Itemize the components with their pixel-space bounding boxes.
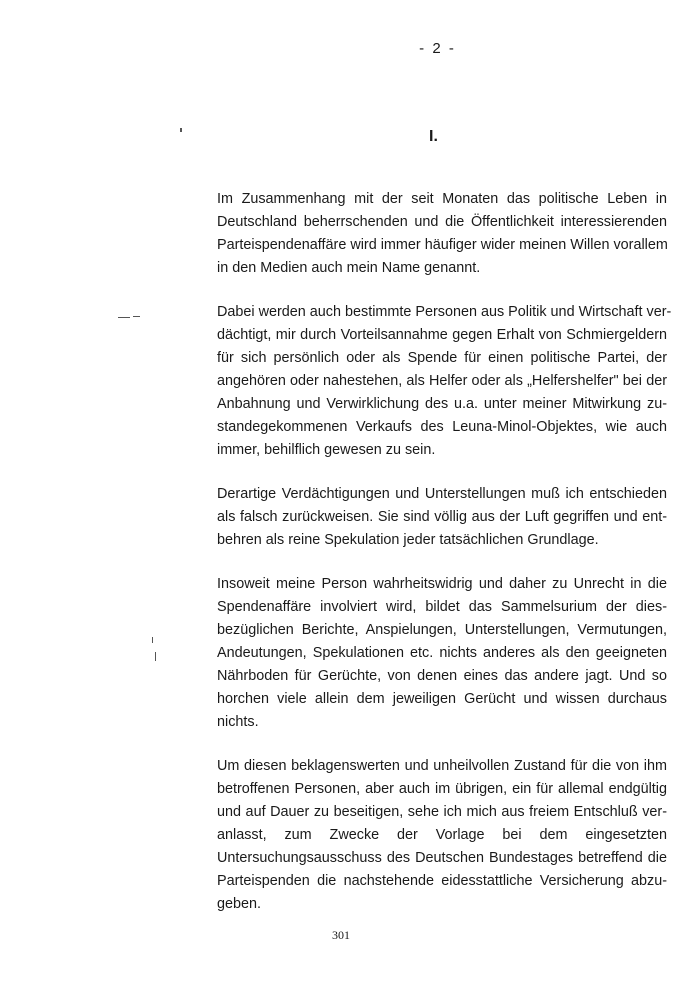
text-line: Im Zusammenhang mit der seit Monaten das politische Leben in <box>217 191 667 207</box>
text-line: horchen viele allein dem jeweiligen Gerücht und wissen durchaus <box>217 691 667 707</box>
text-line: standegekommenen Verkaufs des Leuna-Minol-Objektes, wie auch <box>217 419 667 435</box>
text-line: angehören oder nahestehen, als Helfer oder als „Helfershelfer" bei der <box>217 373 667 389</box>
paragraph-4 <box>217 573 667 734</box>
text-line: und auf Dauer zu beseitigen, sehe ich mich aus freiem Entschluß ver- <box>217 804 667 820</box>
paragraph-5 <box>217 755 667 916</box>
text-line: Nährboden für Gerüchte, von denen eines das andere jagt. Und so <box>217 668 667 684</box>
text-line: nichts. <box>217 714 259 730</box>
text-line: Derartige Verdächtigungen und Unterstellungen muß ich entschieden <box>217 486 667 502</box>
paragraph-1 <box>217 188 667 280</box>
text-line: behren als reine Spekulation jeder tatsächlichen Grundlage. <box>217 532 599 548</box>
scan-speck <box>118 317 130 318</box>
text-line: für sich persönlich oder als Spende für einen politische Partei, der <box>217 350 667 366</box>
text-line: anlasst, zum Zwecke der Vorlage bei dem eingesetzten <box>217 827 667 843</box>
text-line: Um diesen beklagenswerten und unheilvollen Zustand für die von ihm <box>217 758 667 774</box>
scan-speck <box>180 128 182 132</box>
scan-speck <box>152 637 153 643</box>
text-line: Andeutungen, Spekulationen etc. nichts anderes als den geeigneten <box>217 645 667 661</box>
text-line: geben. <box>217 896 262 912</box>
text-line: dächtigt, mir durch Vorteilsannahme gegen Erhalt von Schmiergeldern <box>217 327 667 343</box>
text-line: als falsch zurückweisen. Sie sind völlig aus der Luft gegriffen und ent- <box>217 509 667 525</box>
text-line: in den Medien auch mein Name genannt. <box>217 260 481 276</box>
text-line: Parteispenden die nachstehende eidesstattliche Versicherung abzu- <box>217 873 667 889</box>
text-line: betroffenen Personen, aber auch im übrigen, ein für allemal endgültig <box>217 781 667 797</box>
page-header-number: - 2 - <box>419 40 456 57</box>
scan-speck <box>133 316 140 317</box>
paragraph-2 <box>217 301 672 462</box>
text-line: Untersuchungsausschuss des Deutschen Bundestages betreffend die <box>217 850 667 866</box>
text-line: immer, behilflich gewesen zu sein. <box>217 442 436 458</box>
document-body <box>217 188 672 937</box>
section-heading-numeral: I. <box>429 128 438 145</box>
text-line: Spendenaffäre involviert wird, bildet das Sammelsurium der dies- <box>217 599 667 615</box>
text-line: Dabei werden auch bestimmte Personen aus Politik und Wirtschaft ver- <box>217 304 672 320</box>
text-line: Insoweit meine Person wahrheitswidrig und daher zu Unrecht in die <box>217 576 667 592</box>
text-line: Deutschland beherrschenden und die Öffentlichkeit interessierenden <box>217 214 667 230</box>
text-line: bezüglichen Berichte, Anspielungen, Unterstellungen, Vermutungen, <box>217 622 667 638</box>
text-line: Parteispendenaffäre wird immer häufiger wider meinen Willen vorallem <box>217 237 668 253</box>
page-footer-number: 301 <box>332 928 350 942</box>
paragraph-3 <box>217 483 667 552</box>
text-line: Anbahnung und Verwirklichung des u.a. unter meiner Mitwirkung zu- <box>217 396 667 412</box>
scan-speck <box>155 652 156 661</box>
